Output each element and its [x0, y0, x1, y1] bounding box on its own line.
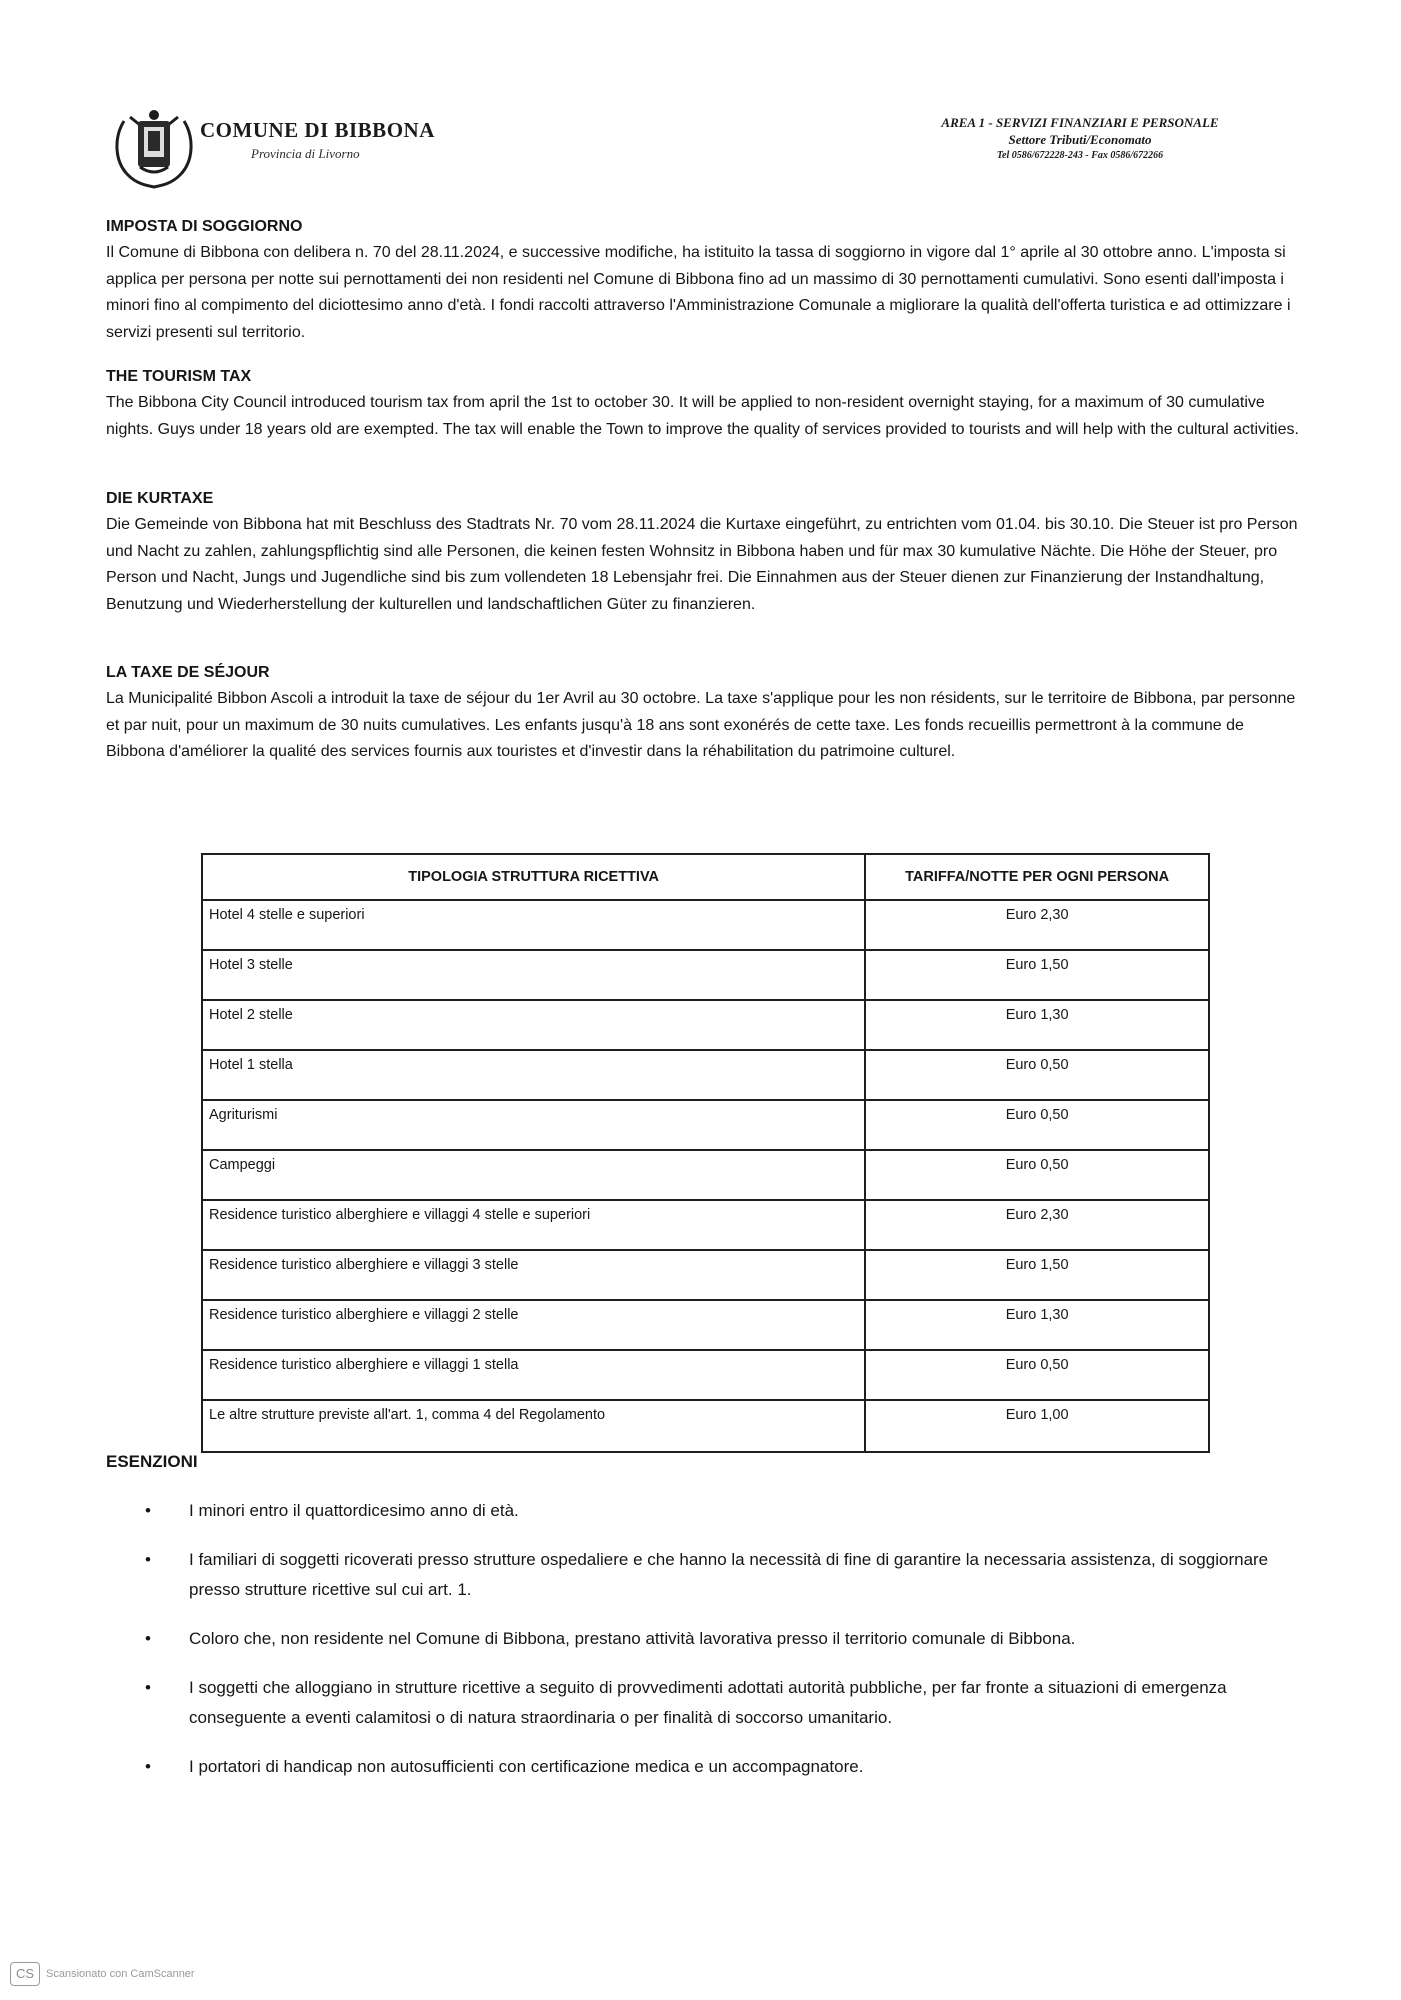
- section-heading: IMPOSTA DI SOGGIORNO: [106, 218, 303, 235]
- rate-cell: Euro 2,30: [865, 1200, 1209, 1250]
- area-sector: Settore Tributi/Economato: [1008, 132, 1152, 147]
- structure-type-cell: Le altre strutture previste all'art. 1, comma 4 del Regolamento: [202, 1400, 865, 1452]
- list-item: [145, 1496, 1295, 1526]
- area-contacts: Tel 0586/672228-243 - Fax 0586/672266: [996, 150, 1164, 161]
- exemption-text: I familiari di soggetti ricoverati presso strutture ospedaliere e che hanno la necessità di fine di garantire la necessaria assistenza, di soggiornare presso strutture ricettive sul cui art. 1.: [189, 1550, 1269, 1599]
- section-italian: [106, 214, 1306, 346]
- bullet-icon: •: [145, 1550, 151, 1569]
- rate-cell: Euro 1,00: [865, 1400, 1209, 1452]
- rate-cell: Euro 1,50: [865, 1250, 1209, 1300]
- list-item: [145, 1752, 1295, 1782]
- table-row: [202, 1100, 1209, 1150]
- section-french: [106, 660, 1306, 766]
- rate-cell: Euro 2,30: [865, 900, 1209, 950]
- table-row: [202, 1400, 1209, 1452]
- rate-cell: Euro 1,30: [865, 1000, 1209, 1050]
- table-header-row: [202, 854, 1209, 900]
- exemptions-list: [145, 1496, 1295, 1801]
- tourism-tax-rates-table: [201, 853, 1210, 1453]
- structure-type-cell: Residence turistico alberghiere e villaggi 1 stella: [202, 1350, 865, 1400]
- exemption-text: I soggetti che alloggiano in strutture ricettive a seguito di provvedimenti adottati autorità pubbliche, per far fronte a situazioni di emergenza conseguente a eventi calamitosi o di natura straordinaria o per finalità di soccorso umanitario.: [189, 1678, 1227, 1727]
- section-heading: DIE KURTAXE: [106, 490, 214, 507]
- structure-type-cell: Hotel 1 stella: [202, 1050, 865, 1100]
- office-header: [880, 114, 1280, 164]
- section-text: Il Comune di Bibbona con delibera n. 70 del 28.11.2024, e successive modifiche, ha istituito la tassa di soggiorno in vigore dal 1° aprile al 30 ottobre anno. L'imposta si applica per persona per notte sui pernottamenti dei non residenti nel Comune di Bibbona fino ad un massimo di 30 pernottamenti cumulativi. Sono esenti dall'imposta i minori fino al compimento del diciottesimo anno d'età. I fondi raccolti attraverso l'Amministrazione Comunale a migliorare la qualità dell'offerta turistica e ad ottimizzare i servizi presenti sul territorio.: [106, 244, 1291, 341]
- exemption-text: I portatori di handicap non autosufficienti con certificazione medica e un accompagnatore.: [189, 1757, 864, 1776]
- bullet-icon: •: [145, 1757, 151, 1776]
- table-row: [202, 1050, 1209, 1100]
- table-row: [202, 1150, 1209, 1200]
- structure-type-cell: Hotel 4 stelle e superiori: [202, 900, 865, 950]
- bullet-icon: •: [145, 1678, 151, 1697]
- bullet-icon: •: [145, 1629, 151, 1648]
- rate-cell: Euro 1,50: [865, 950, 1209, 1000]
- exemption-text: I minori entro il quattordicesimo anno di età.: [189, 1501, 519, 1520]
- section-text: La Municipalité Bibbon Ascoli a introduit la taxe de séjour du 1er Avril au 30 octobre. La taxe s'applique pour les non résidents, sur le territoire de Bibbona, par personne et par nuit, pour un maximum de 30 nuits cumulatives. Les enfants jusqu'à 18 ans sont exonérés de cette taxe. Les fonds recueillis permettront à la commune de Bibbona d'améliorer la qualité des services fournis aux touristes et d'investir dans la réhabilitation du patrimoine culturel.: [106, 690, 1296, 760]
- table-row: [202, 900, 1209, 950]
- section-heading: LA TAXE DE SÉJOUR: [106, 664, 270, 681]
- coat-of-arms-logo: [110, 103, 198, 191]
- structure-type-cell: Agriturismi: [202, 1100, 865, 1150]
- section-english: [106, 364, 1306, 443]
- structure-type-cell: Residence turistico alberghiere e villaggi 4 stelle e superiori: [202, 1200, 865, 1250]
- scanner-text: Scansionato con CamScanner: [46, 1968, 195, 1980]
- structure-type-cell: Hotel 3 stelle: [202, 950, 865, 1000]
- section-text: Die Gemeinde von Bibbona hat mit Beschluss des Stadtrats Nr. 70 vom 28.11.2024 die Kurtaxe eingeführt, zu entrichten vom 01.04. bis 30.10. Die Steuer ist pro Person und Nacht zu zahlen, zahlungspflichtig sind alle Personen, die keinen festen Wohnsitz in Bibbona haben und für max 30 kumulative Nächte. Die Höhe der Steuer, pro Person und Nacht, Jungs und Jugendliche sind bis zum vollendeten 18 Lebensjahr frei. Die Einnahmen aus der Steuer dienen zur Finanzierung der Instandhaltung, Benutzung und Wiederherstellung der kulturellen und landschaftlichen Güter zu finanzieren.: [106, 516, 1298, 613]
- table-row: [202, 1200, 1209, 1250]
- structure-type-cell: Residence turistico alberghiere e villaggi 2 stelle: [202, 1300, 865, 1350]
- rate-cell: Euro 1,30: [865, 1300, 1209, 1350]
- table-row: [202, 950, 1209, 1000]
- structure-type-cell: Hotel 2 stelle: [202, 1000, 865, 1050]
- table-row: [202, 1000, 1209, 1050]
- rate-cell: Euro 0,50: [865, 1350, 1209, 1400]
- header-structure-type: TIPOLOGIA STRUTTURA RICETTIVA: [202, 854, 865, 900]
- exemption-text: Coloro che, non residente nel Comune di Bibbona, prestano attività lavorativa presso il territorio comunale di Bibbona.: [189, 1629, 1076, 1648]
- rate-cell: Euro 0,50: [865, 1050, 1209, 1100]
- rate-cell: Euro 0,50: [865, 1150, 1209, 1200]
- list-item: [145, 1624, 1295, 1654]
- section-heading: THE TOURISM TAX: [106, 368, 252, 385]
- section-german: [106, 486, 1306, 618]
- list-item: [145, 1673, 1295, 1733]
- bullet-icon: •: [145, 1501, 151, 1520]
- camscanner-badge: CS: [10, 1962, 40, 1986]
- area-title: AREA 1 - SERVIZI FINANZIARI E PERSONALE: [941, 115, 1219, 130]
- provincia-label: Provincia di Livorno: [251, 146, 360, 161]
- structure-type-cell: Campeggi: [202, 1150, 865, 1200]
- list-item: [145, 1545, 1295, 1605]
- header-rate: TARIFFA/NOTTE PER OGNI PERSONA: [865, 854, 1209, 900]
- exemptions-heading: ESENZIONI: [106, 1452, 198, 1471]
- table-row: [202, 1300, 1209, 1350]
- comune-name: COMUNE DI BIBBONA: [200, 118, 435, 142]
- section-text: The Bibbona City Council introduced tourism tax from april the 1st to october 30. It will be applied to non-resident overnight staying, for a maximum of 30 cumulative nights. Guys under 18 years old are exempted. The tax will enable the Town to improve the quality of services provided to tourists and will help with the cultural activities.: [106, 394, 1299, 438]
- table-row: [202, 1250, 1209, 1300]
- structure-type-cell: Residence turistico alberghiere e villaggi 3 stelle: [202, 1250, 865, 1300]
- rate-cell: Euro 0,50: [865, 1100, 1209, 1150]
- table-row: [202, 1350, 1209, 1400]
- scanner-watermark: [10, 1962, 195, 1986]
